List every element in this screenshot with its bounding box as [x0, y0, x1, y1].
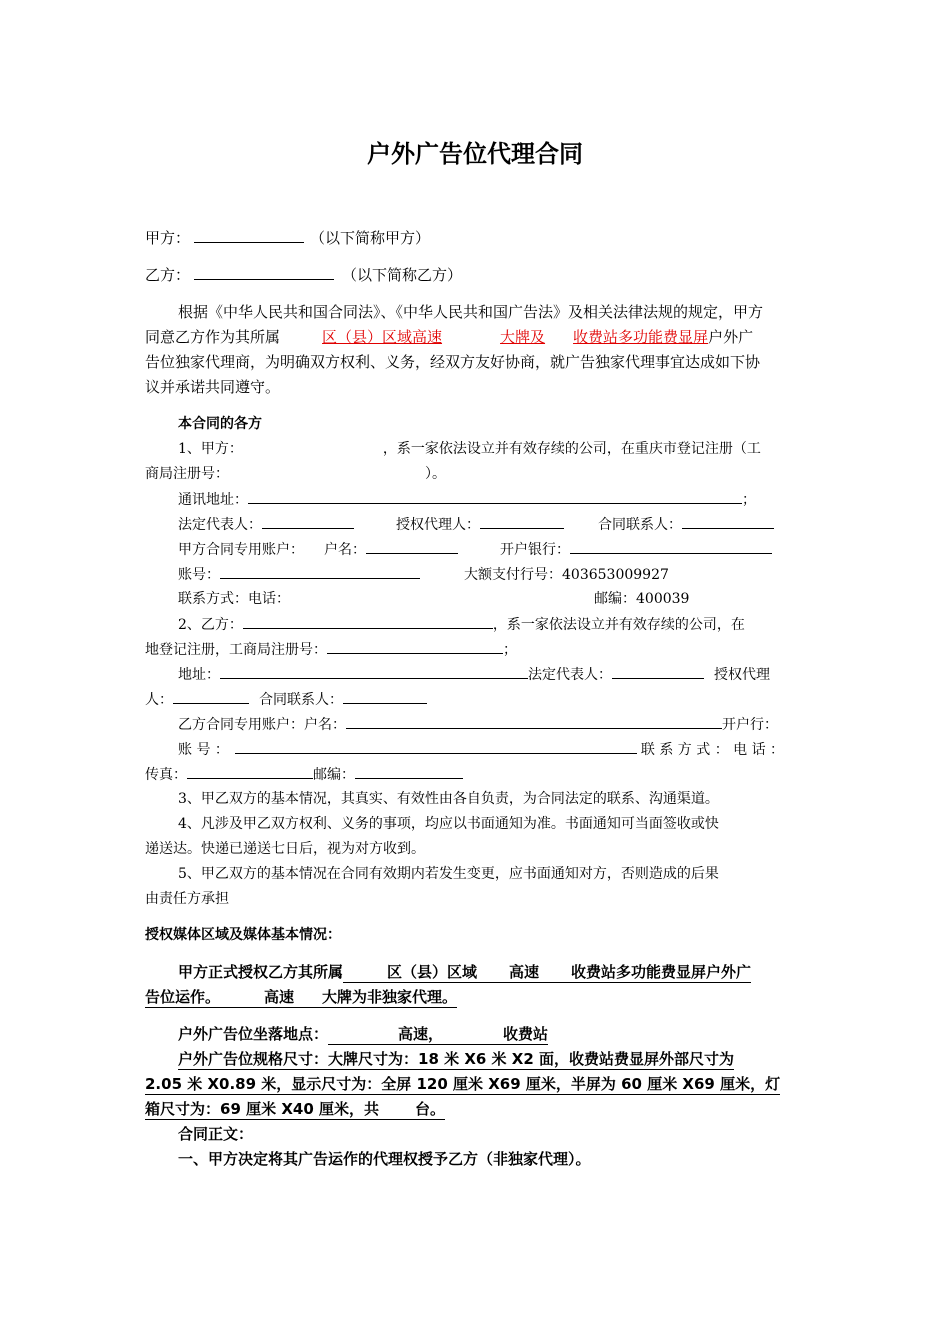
intro-line-1: 根据《中华人民共和国合同法》、《中华人民共和国广告法》及相关法律法规的规定，甲方: [178, 303, 764, 321]
document-title: 户外广告位代理合同: [367, 140, 583, 168]
party-b-people: 人： 合同联系人：: [145, 688, 427, 709]
party-b-account-no: 账 号 ： 联 系 方 式 ： 电 话 ：: [178, 738, 784, 759]
clause-5-line-1: 5、甲乙双方的基本情况在合同有效期内若发生变更，应书面通知对方，否则造成的后果: [178, 866, 719, 882]
address-blank: [248, 488, 742, 504]
clause-4-line-1: 4、凡涉及甲乙双方权利、义务的事项，均应以书面通知为准。书面通知可当面签收或快: [178, 816, 719, 832]
party-a-people: 法定代表人： 授权代理人： 合同联系人：: [178, 513, 774, 534]
body-heading: 合同正文：: [178, 1125, 254, 1143]
intro-line-2: 同意乙方作为其所属 区（县）区域高速 大牌及 收费站多功能费显屏户外广: [145, 328, 754, 346]
media-spec-line-2: 2.05 米 X0.89 米，显示尺寸为：全屏 120 厘米 X69 厘米，半屏为 60 厘米 X69 厘米，灯: [145, 1075, 781, 1093]
party-a-contact: 联系方式：电话： 邮编：400039: [178, 591, 690, 607]
party-b-fax: 传真： 邮编：: [145, 763, 463, 784]
party-a-line: 甲方： （以下简称甲方）: [145, 229, 431, 247]
party-b-address: 地址： 法定代表人： 授权代理: [178, 663, 770, 684]
clause-4-line-2: 递送达。快递已递送七日后，视为对方收到。: [145, 841, 425, 857]
body-clause-1: 一、甲方决定将其广告运作的代理权授予乙方（非独家代理）。: [178, 1150, 591, 1168]
party-b-line: 乙方： （以下简称乙方）: [145, 266, 463, 284]
intro-line-4: 议并承诺共同遵守。: [145, 378, 281, 396]
media-grant-line-1: 甲方正式授权乙方其所属 区（县）区域 高速 收费站多功能费显屏户外广: [178, 963, 752, 981]
party-b-row-1: 2、乙方： ，系一家依法设立并有效存续的公司，在: [178, 613, 745, 634]
clause-5-line-2: 由责任方承担: [145, 891, 229, 907]
party-a-account: 甲方合同专用账户： 户名： 开户银行：: [178, 538, 772, 559]
parties-heading: 本合同的各方: [178, 416, 262, 432]
media-spec-line-3: 箱尺寸为：69 厘米 X40 厘米，共 台。: [145, 1100, 445, 1118]
party-a-account-no: 账号： 大额支付行号：403653009927: [178, 563, 669, 584]
party-b-row-2: 地登记注册，工商局注册号： ；: [145, 638, 517, 659]
party-b-account: 乙方合同专用账户：户名： 开户行：: [178, 713, 778, 734]
party-a-row-2: 商局注册号： ）。: [145, 466, 446, 482]
party-a-address: 通讯地址： ；: [178, 488, 756, 509]
party-a-row-1: 1、甲方： ，系一家依法设立并有效存续的公司，在重庆市登记注册（工: [178, 441, 761, 457]
media-heading: 授权媒体区域及媒体基本情况：: [145, 927, 341, 943]
media-spec-line-1: 户外广告位规格尺寸：大牌尺寸为：18 米 X6 米 X2 面，收费站费显屏外部尺寸为: [178, 1050, 734, 1068]
intro-line-3: 告位独家代理商，为明确双方权利、义务，经双方友好协商，就广告独家代理事宜达成如下协: [145, 353, 761, 371]
party-b-blank: [194, 264, 334, 280]
media-location: 户外广告位坐落地点： 高速， 收费站: [178, 1025, 549, 1043]
party-a-blank: [194, 227, 304, 243]
media-grant-line-2: 告位运作。 高速 大牌为非独家代理。: [145, 988, 458, 1006]
clause-3: 3、甲乙双方的基本情况，其真实、有效性由各自负责，为合同法定的联系、沟通渠道。: [178, 791, 719, 807]
